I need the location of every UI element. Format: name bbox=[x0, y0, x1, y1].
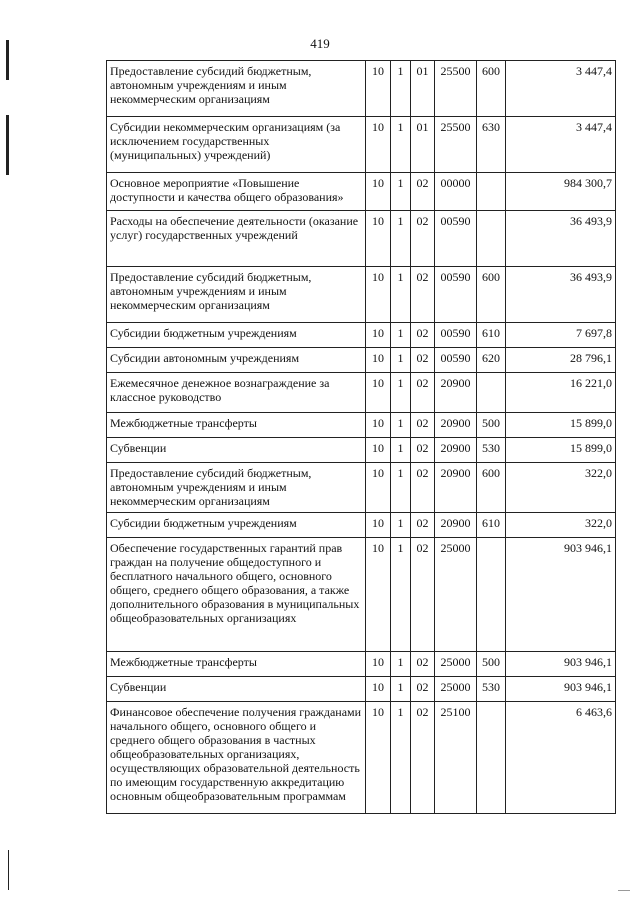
section-code: 10 bbox=[366, 267, 391, 323]
expense-type-code: 620 bbox=[477, 348, 506, 373]
expense-type-code: 600 bbox=[477, 267, 506, 323]
section-code: 10 bbox=[366, 61, 391, 117]
table-row bbox=[107, 413, 616, 438]
table-row bbox=[107, 513, 616, 538]
row-description: Расходы на обеспечение деятельности (оказание услуг) государственных учреждений bbox=[107, 211, 366, 267]
section-code: 10 bbox=[366, 438, 391, 463]
subprogram-code: 02 bbox=[411, 173, 435, 211]
target-article-code: 00590 bbox=[435, 348, 477, 373]
target-article-code: 00590 bbox=[435, 211, 477, 267]
subprogram-code: 02 bbox=[411, 652, 435, 677]
table-row bbox=[107, 173, 616, 211]
table-row bbox=[107, 438, 616, 463]
target-article-code: 25500 bbox=[435, 117, 477, 173]
row-amount: 28 796,1 bbox=[506, 348, 616, 373]
row-description: Субвенции bbox=[107, 677, 366, 702]
table-row bbox=[107, 348, 616, 373]
subprogram-code: 02 bbox=[411, 323, 435, 348]
target-article-code: 20900 bbox=[435, 413, 477, 438]
target-article-code: 25100 bbox=[435, 702, 477, 814]
table-row bbox=[107, 702, 616, 814]
program-code: 1 bbox=[391, 538, 411, 652]
row-amount: 3 447,4 bbox=[506, 117, 616, 173]
row-description: Субвенции bbox=[107, 438, 366, 463]
expense-type-code: 600 bbox=[477, 463, 506, 513]
expense-type-code bbox=[477, 373, 506, 413]
program-code: 1 bbox=[391, 413, 411, 438]
scan-margin-mark bbox=[618, 890, 630, 891]
target-article-code: 20900 bbox=[435, 438, 477, 463]
page-number: 419 bbox=[310, 36, 330, 51]
section-code: 10 bbox=[366, 323, 391, 348]
row-description: Обеспечение государственных гарантий прав граждан на получение общедоступного и бесплатного начального общего, основного общего, среднего общего образования, а также дополнительного образования в муниципальных общеобразовательных организациях bbox=[107, 538, 366, 652]
table-row bbox=[107, 538, 616, 652]
program-code: 1 bbox=[391, 173, 411, 211]
row-amount: 322,0 bbox=[506, 463, 616, 513]
row-description: Межбюджетные трансферты bbox=[107, 413, 366, 438]
program-code: 1 bbox=[391, 373, 411, 413]
table-row bbox=[107, 652, 616, 677]
table-row bbox=[107, 677, 616, 702]
row-amount: 984 300,7 bbox=[506, 173, 616, 211]
expense-type-code bbox=[477, 702, 506, 814]
table-row bbox=[107, 463, 616, 513]
row-amount: 903 946,1 bbox=[506, 652, 616, 677]
target-article-code: 25000 bbox=[435, 538, 477, 652]
program-code: 1 bbox=[391, 323, 411, 348]
program-code: 1 bbox=[391, 702, 411, 814]
subprogram-code: 02 bbox=[411, 538, 435, 652]
section-code: 10 bbox=[366, 211, 391, 267]
subprogram-code: 02 bbox=[411, 463, 435, 513]
scan-margin-mark bbox=[6, 40, 9, 80]
expense-type-code: 610 bbox=[477, 323, 506, 348]
row-description: Субсидии некоммерческим организациям (за исключением государственных (муниципальных) учреждений) bbox=[107, 117, 366, 173]
table-row bbox=[107, 323, 616, 348]
subprogram-code: 02 bbox=[411, 702, 435, 814]
row-description: Предоставление субсидий бюджетным, автономным учреждениям и иным некоммерческим организациям bbox=[107, 61, 366, 117]
expense-type-code: 500 bbox=[477, 413, 506, 438]
subprogram-code: 01 bbox=[411, 117, 435, 173]
row-description: Межбюджетные трансферты bbox=[107, 652, 366, 677]
subprogram-code: 02 bbox=[411, 677, 435, 702]
row-amount: 903 946,1 bbox=[506, 538, 616, 652]
section-code: 10 bbox=[366, 538, 391, 652]
table-body bbox=[107, 61, 616, 814]
table-row bbox=[107, 373, 616, 413]
expense-type-code: 530 bbox=[477, 677, 506, 702]
row-amount: 36 493,9 bbox=[506, 211, 616, 267]
row-description: Субсидии автономным учреждениям bbox=[107, 348, 366, 373]
program-code: 1 bbox=[391, 652, 411, 677]
table-row bbox=[107, 211, 616, 267]
program-code: 1 bbox=[391, 438, 411, 463]
section-code: 10 bbox=[366, 373, 391, 413]
program-code: 1 bbox=[391, 513, 411, 538]
expense-type-code: 530 bbox=[477, 438, 506, 463]
row-description: Предоставление субсидий бюджетным, автономным учреждениям и иным некоммерческим организациям bbox=[107, 267, 366, 323]
row-amount: 903 946,1 bbox=[506, 677, 616, 702]
row-amount: 6 463,6 bbox=[506, 702, 616, 814]
expense-type-code: 600 bbox=[477, 61, 506, 117]
row-description: Предоставление субсидий бюджетным, автономным учреждениям и иным некоммерческим организациям bbox=[107, 463, 366, 513]
section-code: 10 bbox=[366, 348, 391, 373]
target-article-code: 20900 bbox=[435, 463, 477, 513]
section-code: 10 bbox=[366, 413, 391, 438]
row-description: Ежемесячное денежное вознаграждение за классное руководство bbox=[107, 373, 366, 413]
section-code: 10 bbox=[366, 117, 391, 173]
target-article-code: 00590 bbox=[435, 267, 477, 323]
target-article-code: 00590 bbox=[435, 323, 477, 348]
expense-type-code bbox=[477, 173, 506, 211]
row-amount: 15 899,0 bbox=[506, 438, 616, 463]
row-amount: 16 221,0 bbox=[506, 373, 616, 413]
expense-type-code: 630 bbox=[477, 117, 506, 173]
program-code: 1 bbox=[391, 267, 411, 323]
target-article-code: 00000 bbox=[435, 173, 477, 211]
program-code: 1 bbox=[391, 61, 411, 117]
row-amount: 36 493,9 bbox=[506, 267, 616, 323]
table-row bbox=[107, 267, 616, 323]
program-code: 1 bbox=[391, 348, 411, 373]
table-row bbox=[107, 117, 616, 173]
row-description: Основное мероприятие «Повышение доступности и качества общего образования» bbox=[107, 173, 366, 211]
section-code: 10 bbox=[366, 513, 391, 538]
target-article-code: 25000 bbox=[435, 677, 477, 702]
program-code: 1 bbox=[391, 463, 411, 513]
target-article-code: 20900 bbox=[435, 373, 477, 413]
scan-margin-mark bbox=[8, 850, 9, 890]
section-code: 10 bbox=[366, 173, 391, 211]
section-code: 10 bbox=[366, 652, 391, 677]
subprogram-code: 01 bbox=[411, 61, 435, 117]
program-code: 1 bbox=[391, 211, 411, 267]
row-amount: 7 697,8 bbox=[506, 323, 616, 348]
target-article-code: 25000 bbox=[435, 652, 477, 677]
expense-type-code: 500 bbox=[477, 652, 506, 677]
subprogram-code: 02 bbox=[411, 267, 435, 323]
target-article-code: 25500 bbox=[435, 61, 477, 117]
row-description: Финансовое обеспечение получения гражданами начального общего, основного общего и среднего общего образования в частных общеобразовательных организациях, осуществляющих образовательной деятельность по имеющим государственную аккредитацию основным общеобразовательным программам bbox=[107, 702, 366, 814]
subprogram-code: 02 bbox=[411, 348, 435, 373]
expense-type-code bbox=[477, 538, 506, 652]
table-row bbox=[107, 61, 616, 117]
row-amount: 3 447,4 bbox=[506, 61, 616, 117]
row-amount: 15 899,0 bbox=[506, 413, 616, 438]
target-article-code: 20900 bbox=[435, 513, 477, 538]
program-code: 1 bbox=[391, 117, 411, 173]
section-code: 10 bbox=[366, 702, 391, 814]
section-code: 10 bbox=[366, 677, 391, 702]
row-description: Субсидии бюджетным учреждениям bbox=[107, 513, 366, 538]
section-code: 10 bbox=[366, 463, 391, 513]
subprogram-code: 02 bbox=[411, 373, 435, 413]
subprogram-code: 02 bbox=[411, 438, 435, 463]
expense-type-code: 610 bbox=[477, 513, 506, 538]
subprogram-code: 02 bbox=[411, 413, 435, 438]
scan-margin-mark bbox=[6, 115, 9, 175]
subprogram-code: 02 bbox=[411, 513, 435, 538]
program-code: 1 bbox=[391, 677, 411, 702]
row-description: Субсидии бюджетным учреждениям bbox=[107, 323, 366, 348]
subprogram-code: 02 bbox=[411, 211, 435, 267]
row-amount: 322,0 bbox=[506, 513, 616, 538]
expense-type-code bbox=[477, 211, 506, 267]
budget-table bbox=[106, 60, 616, 814]
